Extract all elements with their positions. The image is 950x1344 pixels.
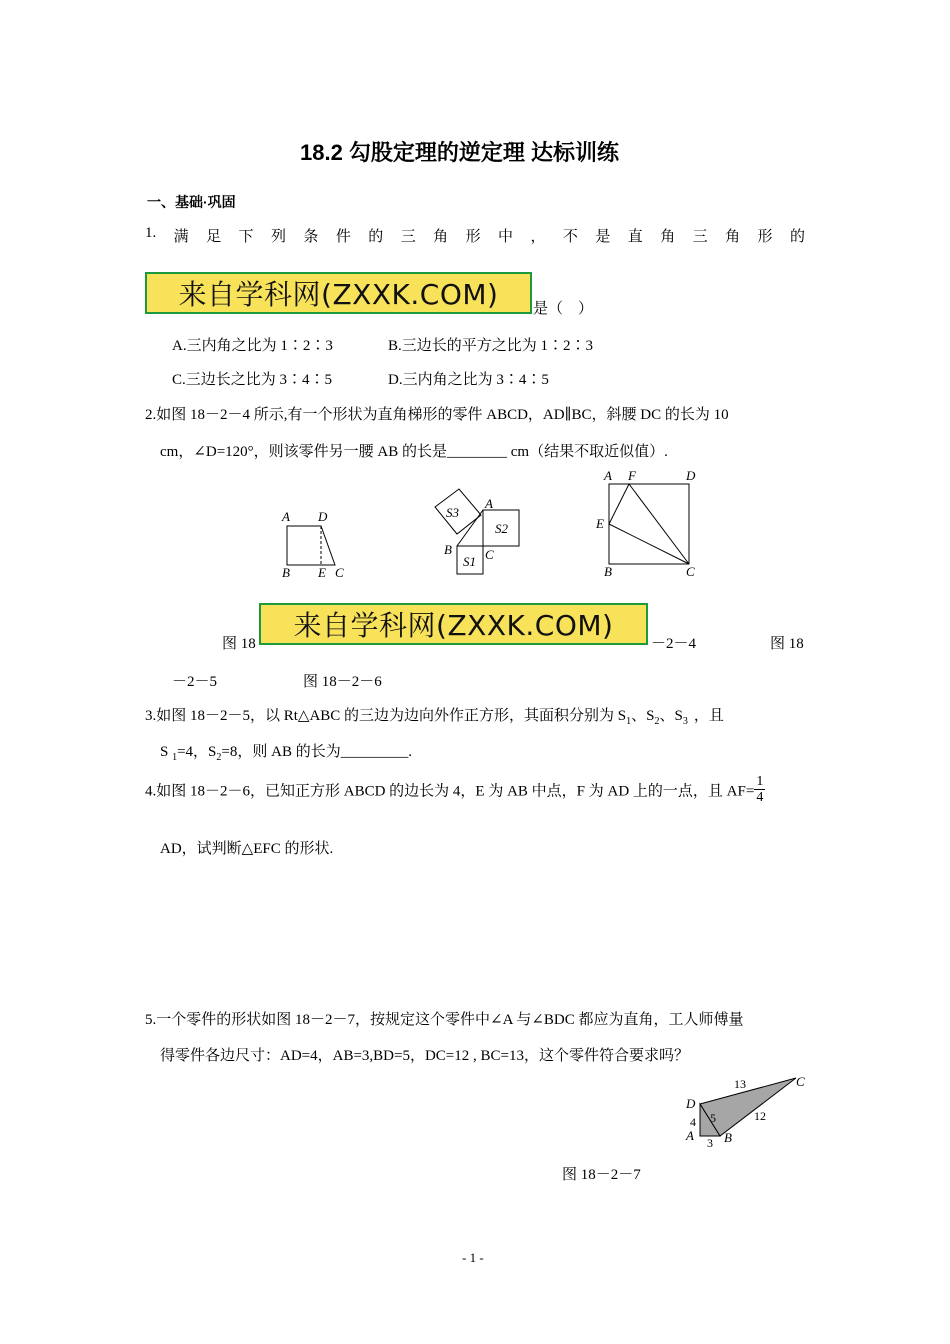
q3-sub: 1 — [172, 752, 178, 763]
q3-text: 、S — [631, 708, 655, 724]
q1-char: 角 — [660, 229, 676, 245]
q1-char: 角 — [433, 229, 449, 245]
fig5-label: C — [485, 547, 494, 562]
question-4-line-2: AD，试判断△EFC 的形状. — [160, 841, 334, 857]
q1-char: 直 — [627, 229, 643, 245]
q4-text: 4.如图 18－2－6，已知正方形 ABCD 的边长为 4，E 为 AB 中点，F 为 AD 上的一点，且 AF= — [145, 783, 755, 800]
q1-tail: 是（ ） — [533, 301, 594, 317]
watermark-banner: 来自学科网(ZXXK.COM) — [145, 272, 532, 314]
question-2-line-2: cm，∠D=120°，则该零件另一腰 AB 的长是________ cm（结果不取近似值）. — [160, 444, 668, 460]
fig6-label: D — [686, 468, 696, 483]
fig7-length: 12 — [754, 1109, 766, 1123]
q1-option-d: D.三内角之比为 3∶4∶5 — [388, 372, 549, 388]
q1-char: 形 — [757, 229, 773, 245]
fig4-label: E — [318, 565, 326, 580]
q1-char: 三 — [692, 229, 708, 245]
q1-char: 列 — [270, 229, 286, 245]
fig7-length: 5 — [710, 1111, 716, 1125]
figure-18-2-6 — [594, 465, 704, 580]
q3-sub: 3 — [682, 716, 688, 727]
q3-sub: 2 — [216, 752, 222, 763]
q3-text: =4，S — [177, 744, 217, 760]
q1-char: 下 — [238, 229, 254, 245]
q1-char: ， — [530, 229, 546, 245]
caption-fig-18-2-7: 图 18－2－7 — [562, 1167, 641, 1183]
q1-char: 足 — [206, 229, 222, 245]
fig5-label: S2 — [495, 521, 508, 536]
q1-char: 形 — [465, 229, 481, 245]
question-2-line-1: 2.如图 18－2－4 所示,有一个形状为直角梯形的零件 ABCD，AD∥BC，斜腰 DC 的长为 10 — [145, 407, 729, 423]
caption-fig-18-2-4-part1: 图 18 — [222, 636, 256, 652]
fig7-length: 3 — [707, 1136, 713, 1150]
fig5-label: S1 — [463, 554, 476, 569]
fig4-label: D — [318, 509, 328, 524]
fig4-label: C — [335, 565, 344, 580]
q3-text: S — [160, 744, 173, 760]
fig6-label: E — [596, 516, 604, 531]
figure-18-2-5 — [415, 482, 525, 580]
question-5-line-1: 5.一个零件的形状如图 18－2－7，按规定这个零件中∠A 与∠BDC 都应为直角，工人师傅量 — [145, 1012, 744, 1028]
q1-char: 不 — [562, 229, 578, 245]
fig5-label: B — [444, 542, 452, 557]
caption-fig-18-2-5-part1: 图 18 — [770, 636, 804, 652]
fig6-label: C — [686, 564, 695, 579]
question-4-line-1 — [145, 774, 765, 806]
caption-fig-18-2-6: 图 18－2－6 — [303, 674, 382, 690]
q1-option-a: A.三内角之比为 1∶2∶3 — [172, 338, 333, 354]
fig6-label: A — [604, 468, 612, 483]
question-1-line — [145, 225, 805, 246]
question-5-line-2: 得零件各边尺寸：AD=4，AB=3,BD=5，DC=12 , BC=13，这个零件符合要求吗？ — [160, 1048, 689, 1064]
q1-char: 满 — [173, 229, 189, 245]
fig7-length: 4 — [690, 1115, 696, 1129]
q3-sub: 1 — [626, 716, 632, 727]
q1-char: 条 — [303, 229, 319, 245]
fraction-one-quarter — [754, 774, 765, 806]
page-footer: - 1 - — [462, 1250, 484, 1265]
caption-fig-18-2-5-part2: －2－5 — [172, 674, 218, 690]
q3-text: 、S — [659, 708, 683, 724]
fig6-label: F — [628, 468, 636, 483]
fig5-label: S3 — [446, 505, 459, 520]
question-3-line-2 — [160, 740, 412, 763]
section-heading: 一、基础·巩固 — [147, 194, 236, 210]
q1-char: 1. — [145, 225, 157, 241]
q3-sub: 2 — [654, 716, 660, 727]
fig7-label: A — [686, 1128, 694, 1143]
fraction-denominator: 4 — [756, 790, 764, 806]
q1-char: 是 — [595, 229, 611, 245]
q1-option-c: C.三边长之比为 3∶4∶5 — [172, 372, 333, 388]
q3-text: ，且 — [693, 708, 724, 724]
q3-text: =8，则 AB 的长为_________. — [221, 744, 412, 760]
q1-option-b: B.三边长的平方之比为 1∶2∶3 — [388, 338, 594, 354]
fig5-label: A — [485, 496, 493, 511]
page-title: 18.2 勾股定理的逆定理 达标训练 — [300, 140, 620, 165]
question-3-line-1 — [145, 704, 724, 727]
q3-text: 3.如图 18－2－5，以 Rt△ABC 的三边为边向外作正方形，其面积分别为 S — [145, 708, 627, 724]
q1-char: 角 — [725, 229, 741, 245]
figure-18-2-7 — [682, 1070, 812, 1150]
figure-18-2-4 — [278, 505, 348, 580]
fig4-label: A — [282, 509, 290, 524]
fig4-label: B — [282, 565, 290, 580]
fig7-label: C — [796, 1074, 805, 1089]
q1-char: 的 — [368, 229, 384, 245]
fig7-label: B — [724, 1130, 732, 1145]
fig6-label: B — [604, 564, 612, 579]
q1-char: 的 — [789, 229, 805, 245]
q1-char: 三 — [400, 229, 416, 245]
q1-char: 中 — [498, 229, 514, 245]
fraction-numerator: 1 — [756, 774, 764, 789]
q1-char: 件 — [335, 229, 351, 245]
caption-fig-18-2-4-part2: －2－4 — [651, 636, 697, 652]
watermark-banner: 来自学科网(ZXXK.COM) — [259, 603, 648, 645]
fig7-label: D — [686, 1096, 696, 1111]
fig7-length: 13 — [734, 1077, 746, 1091]
